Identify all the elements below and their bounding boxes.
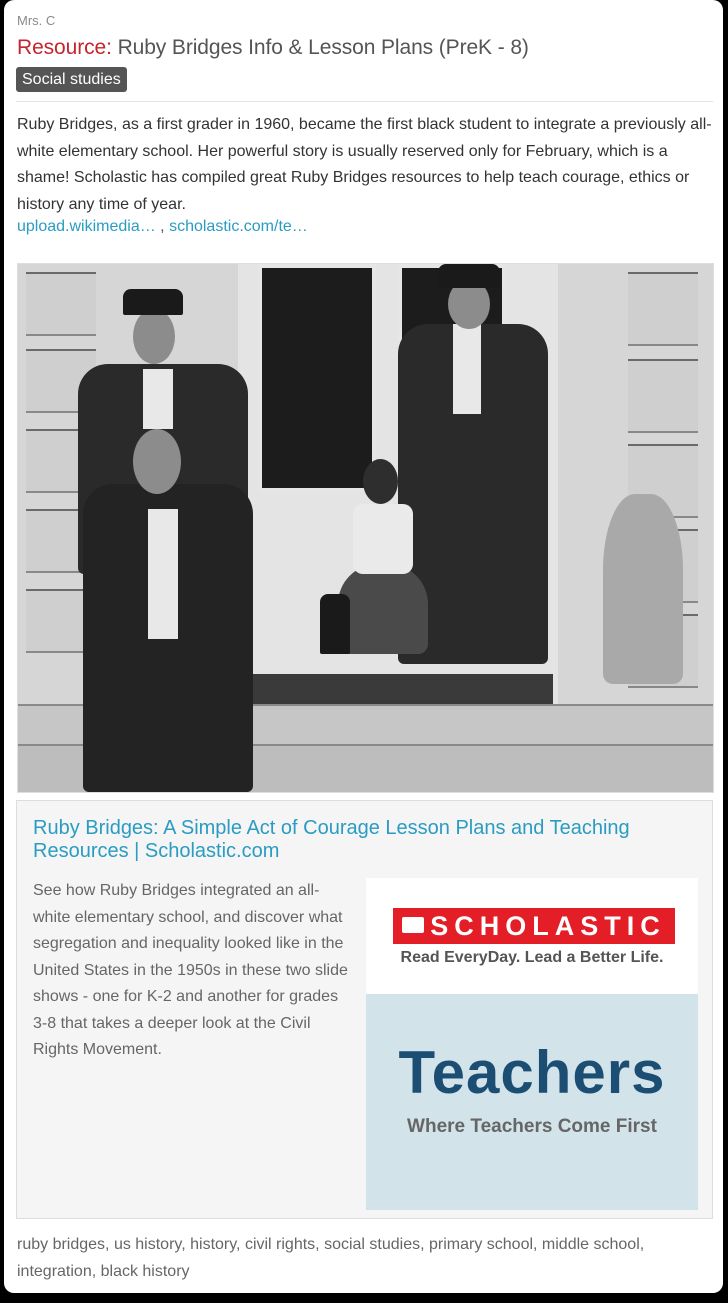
link-preview-title[interactable]: Ruby Bridges: A Simple Act of Courage Lesson Plans and Teaching Resources | Scholastic.com	[33, 817, 630, 862]
wall-panel	[628, 359, 698, 433]
hat	[438, 264, 500, 288]
link-preview-description: See how Ruby Bridges integrated an all-white elementary school, and discover what segregation and inequality looked like in the United States in the 1950s in these two slide shows - one for K-2 and another for grades 3-8 that takes a deeper look at the Civil Rights Movement.	[33, 882, 348, 1058]
sweater	[353, 504, 413, 574]
wall-panel	[628, 272, 698, 346]
link-wikimedia[interactable]: upload.wikimedia…	[17, 218, 156, 235]
shirt	[453, 324, 481, 414]
tag-list: ruby bridges, us history, history, civil rights, social studies, primary school, middle school, integration, black history	[17, 1236, 645, 1280]
school-bag	[320, 594, 350, 654]
head	[363, 459, 398, 504]
figure-ruby-dress	[338, 564, 428, 654]
thumbnail-top	[366, 878, 698, 994]
thumbnail-bottom	[366, 994, 698, 1210]
post-type-label: Resource:	[17, 36, 112, 59]
link-separator: ,	[155, 218, 170, 235]
book-icon	[402, 917, 424, 933]
head	[133, 309, 175, 364]
brand-text: SCHOLASTIC	[430, 911, 666, 941]
post-description: Ruby Bridges, as a first grader in 1960, became the first black student to integrate a previously all-white elementary school. Her powerful story is usually reserved only for February, which is a shame! Scholastic has compiled great Ruby Bridges resources to help teach courage, ethics or history any time of year.	[17, 116, 712, 213]
post-title[interactable]	[17, 36, 529, 60]
head	[133, 429, 181, 494]
hat	[123, 289, 183, 315]
resource-post-card	[4, 0, 723, 1293]
source-links	[17, 218, 308, 236]
brand-tagline: Read EveryDay. Lead a Better Life.	[400, 949, 664, 966]
wall-panel	[26, 272, 96, 336]
doorway-window	[258, 264, 376, 492]
ruby-bridges-photo[interactable]	[17, 263, 714, 793]
link-scholastic[interactable]: scholastic.com/te…	[169, 218, 308, 235]
teachers-headline: Teachers	[398, 1039, 666, 1106]
shirt	[143, 369, 173, 429]
shadow	[603, 494, 683, 684]
category-badge[interactable]: Social studies	[16, 67, 127, 92]
post-title-text: Ruby Bridges Info & Lesson Plans (PreK - 8)	[117, 36, 529, 59]
link-preview-thumbnail[interactable]	[366, 878, 698, 1210]
shirt	[148, 509, 178, 639]
link-preview-card[interactable]	[16, 800, 713, 1219]
teachers-subheadline: Where Teachers Come First	[407, 1116, 657, 1137]
author-name[interactable]: Mrs. C	[17, 13, 56, 28]
divider	[16, 101, 713, 102]
scholastic-logo	[393, 908, 675, 944]
